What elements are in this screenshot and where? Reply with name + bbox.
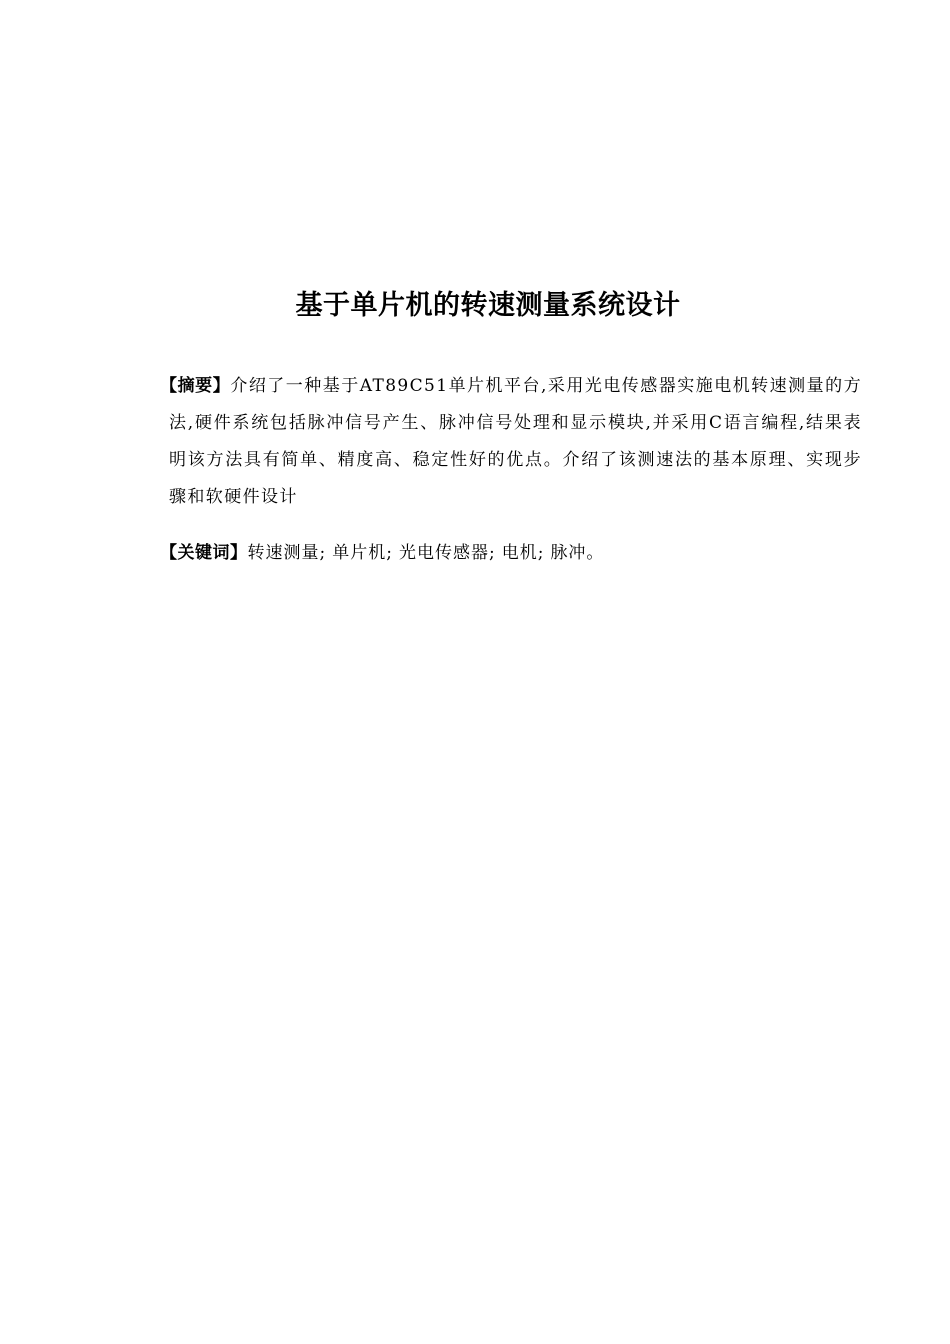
abstract-label: 【摘要】: [160, 376, 231, 396]
abstract-text: 介绍了一种基于AT89C51单片机平台,采用光电传感器实施电机转速测量的方法,硬件系统包括脉冲信号产生、脉冲信号处理和显示模块,并采用C语言编程,结果表明该方法具有简单、精度高、稳定性好的优点。介绍了该测速法的基本原理、实现步骤和软硬件设计: [169, 376, 862, 507]
keyword-item: 光电传感器;: [398, 543, 496, 563]
abstract-paragraph: [160, 368, 862, 516]
document-title: 基于单片机的转速测量系统设计: [295, 290, 681, 321]
keyword-item: 转速测量;: [247, 543, 327, 563]
keyword-item: 电机;: [501, 543, 545, 563]
abstract-section: [160, 368, 862, 516]
keywords-label: 【关键词】: [160, 543, 248, 563]
keyword-item: 单片机;: [332, 543, 393, 563]
keyword-item: 脉冲。: [550, 543, 605, 563]
keywords-section: [160, 537, 862, 569]
